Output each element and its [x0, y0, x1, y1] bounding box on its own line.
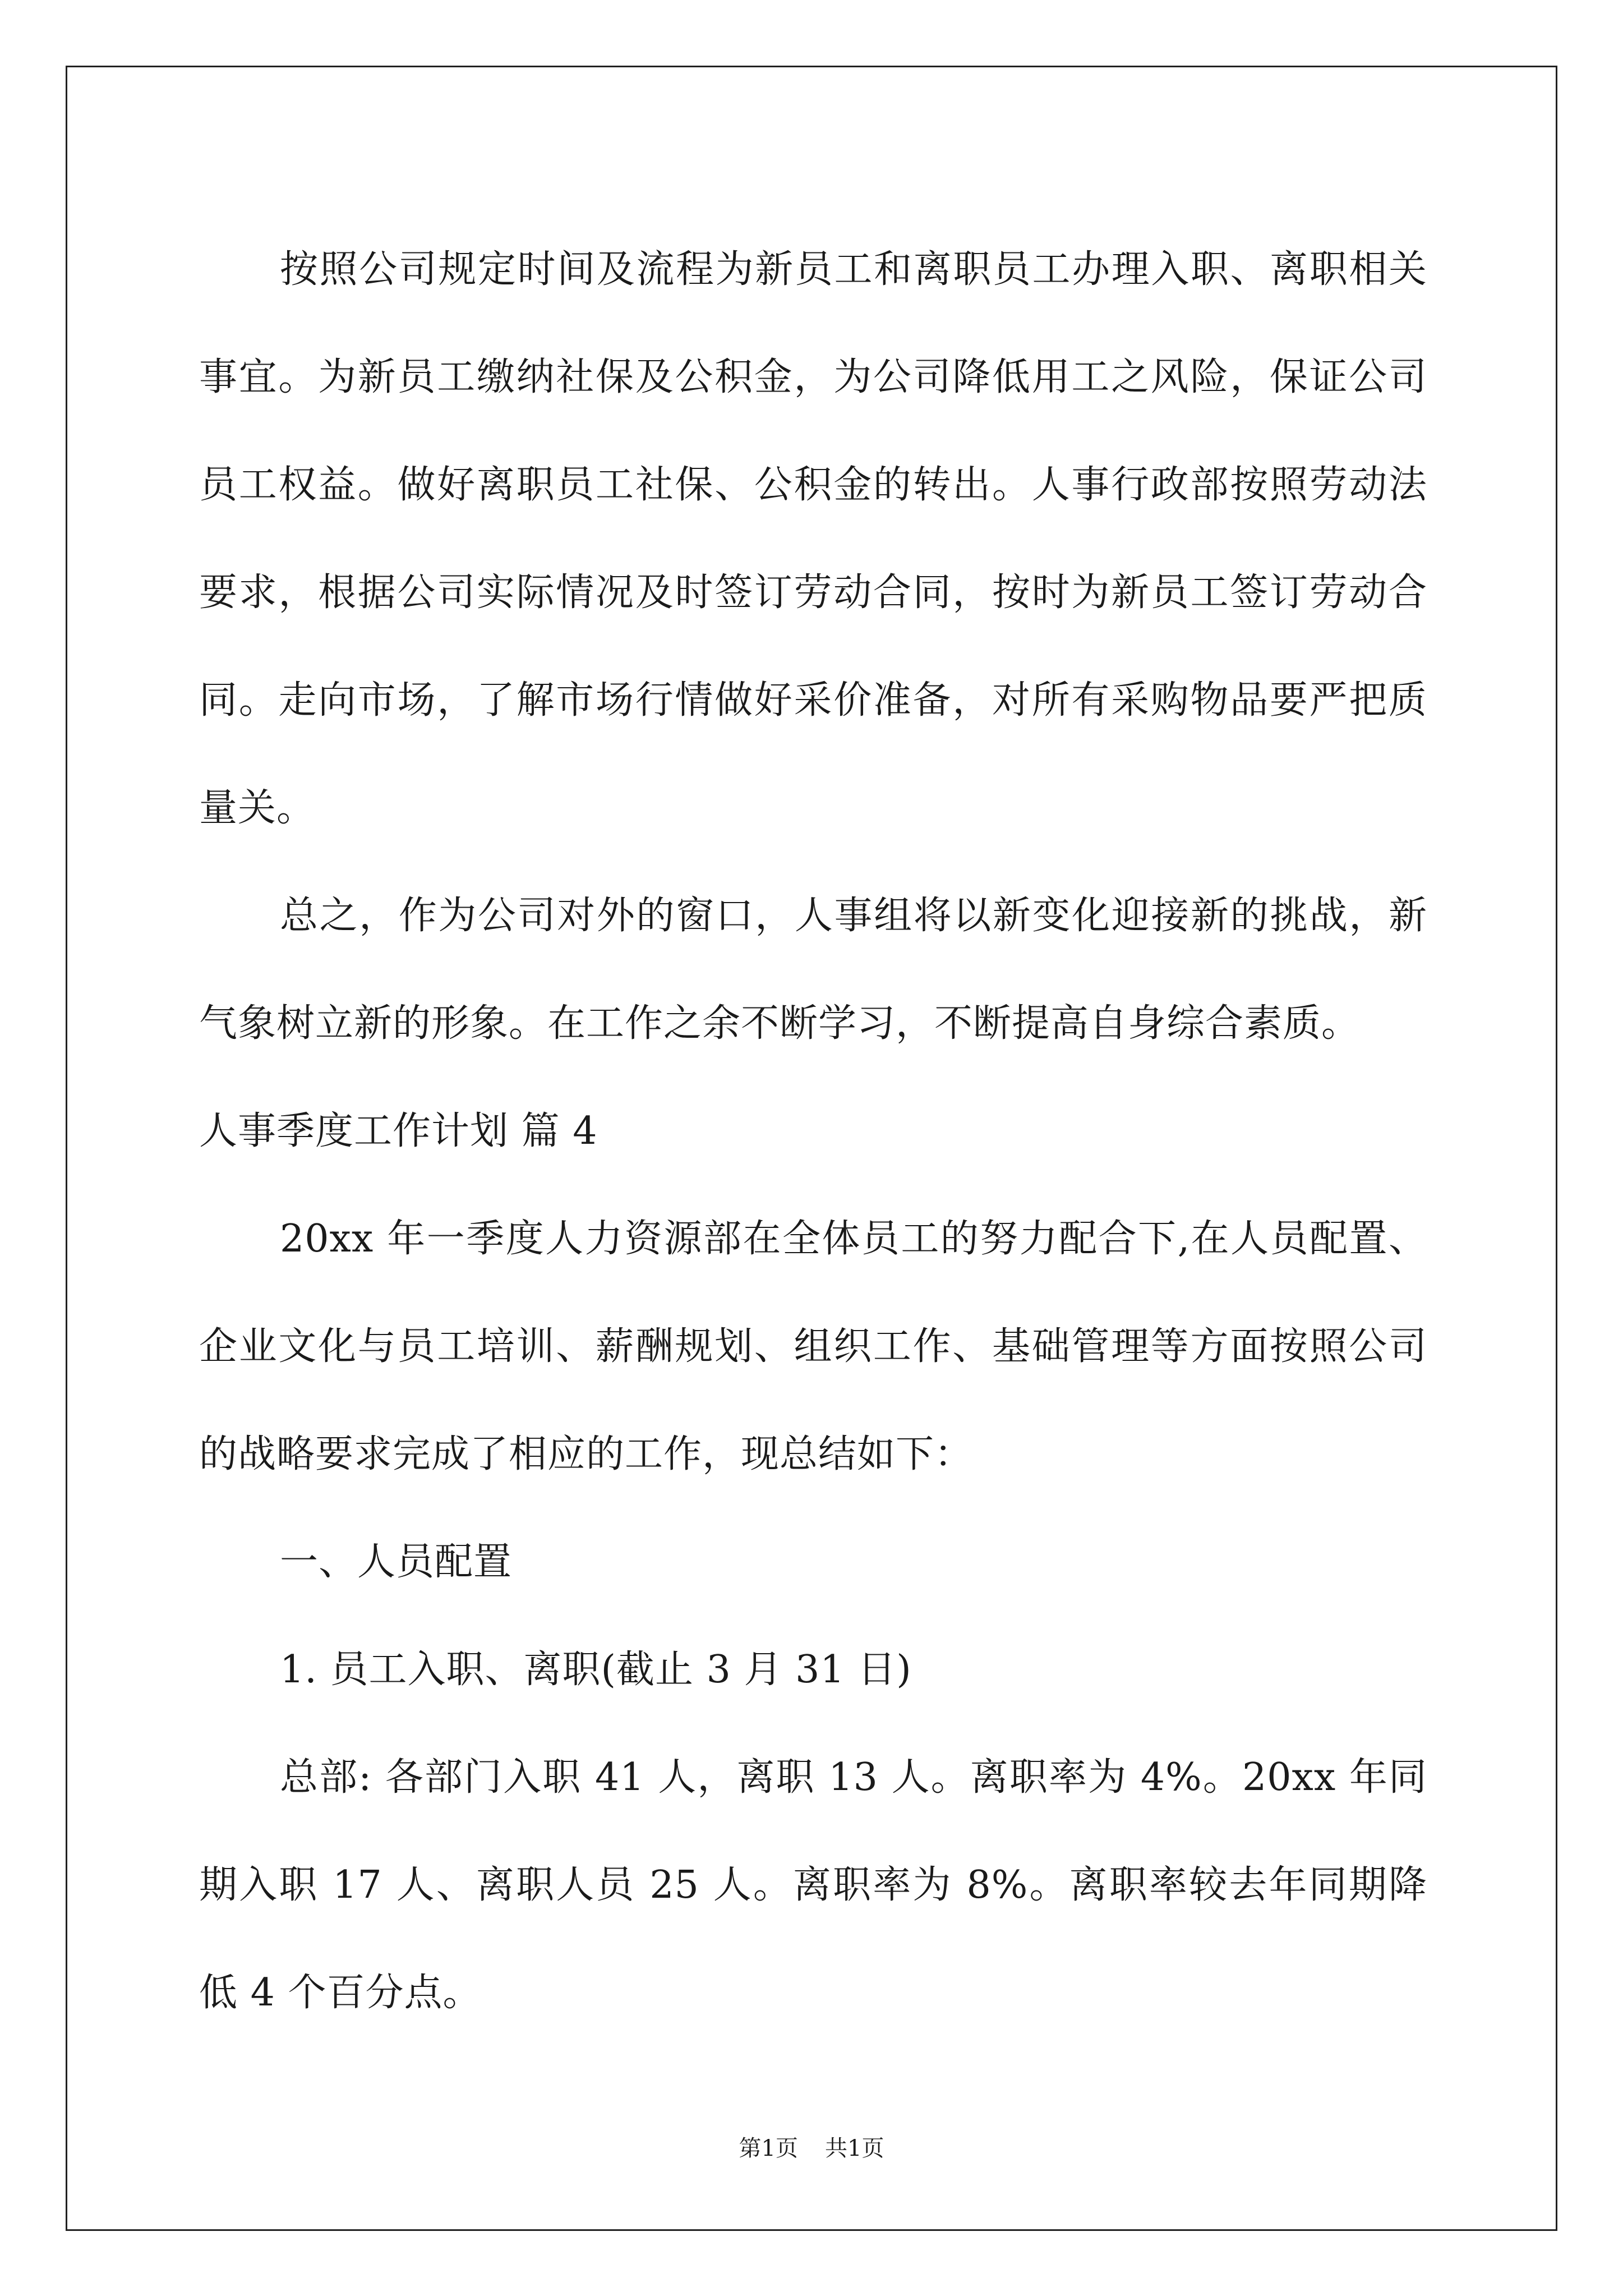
paragraph-summary: 总之，作为公司对外的窗口，人事组将以新变化迎接新的挑战，新气象树立新的形象。在工作之余不断学习，不断提高自身综合素质。	[199, 894, 1427, 1046]
subheading-staffing: 一、人员配置	[280, 1540, 513, 1584]
paragraph-headquarters-stats: 总部: 各部门入职 41 人，离职 13 人。离职率为 4%。20xx 年同期入职 17 人、离职人员 25 人。离职率为 8%。离职率较去年同期降低 4 个百分点。	[199, 1755, 1427, 2015]
page-number: 第1页	[739, 2136, 798, 2161]
page-total: 共1页	[825, 2136, 884, 2161]
document-body	[199, 216, 1427, 2047]
page-footer	[0, 2131, 1623, 2162]
paragraph-intro: 20xx 年一季度人力资源部在全体员工的努力配合下,在人员配置、企业文化与员工培训、薪酬规划、组织工作、基础管理等方面按照公司的战略要求完成了相应的工作，现总结如下：	[199, 1217, 1427, 1476]
section-heading: 人事季度工作计划 篇 4	[199, 1109, 598, 1153]
paragraph-onboarding: 按照公司规定时间及流程为新员工和离职员工办理入职、离职相关事宜。为新员工缴纳社保及公积金，为公司降低用工之风险，保证公司员工权益。做好离职员工社保、公积金的转出。人事行政部按照劳动法要求，根据公司实际情况及时签订劳动合同，按时为新员工签订劳动合同。走向市场，了解市场行情做好采价准备，对所有采购物品要严把质量关。	[199, 247, 1427, 830]
list-item-onboarding-offboarding: 1. 员工入职、离职(截止 3 月 31 日)	[280, 1648, 912, 1692]
